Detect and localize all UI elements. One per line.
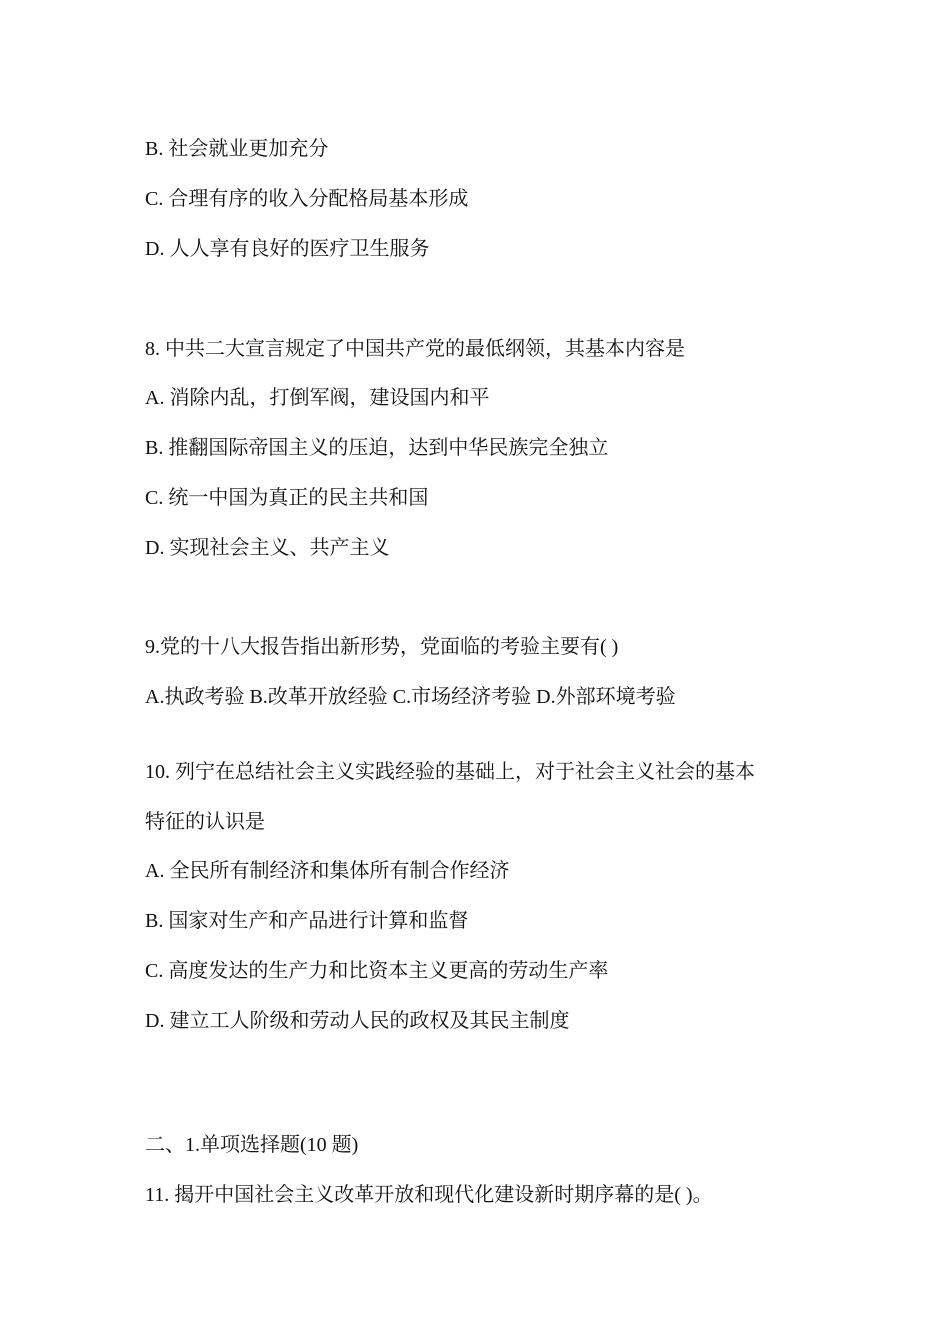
q10-option-b: B. 国家对生产和产品进行计算和监督 bbox=[145, 910, 469, 932]
q8-option-d: D. 实现社会主义、共产主义 bbox=[145, 537, 390, 559]
q10-question-line1: 10. 列宁在总结社会主义实践经验的基础上，对于社会主义社会的基本 bbox=[145, 761, 755, 783]
q9-options: A.执政考验 B.改革开放经验 C.市场经济考验 D.外部环境考验 bbox=[145, 686, 676, 708]
q9-question: 9.党的十八大报告指出新形势，党面临的考验主要有( ) bbox=[145, 636, 619, 658]
q10-option-a: A. 全民所有制经济和集体所有制合作经济 bbox=[145, 860, 510, 882]
q7-option-b: B. 社会就业更加充分 bbox=[145, 138, 329, 160]
q10-question-line2: 特征的认识是 bbox=[145, 811, 265, 833]
q8-question: 8. 中共二大宣言规定了中国共产党的最低纲领，其基本内容是 bbox=[145, 338, 685, 360]
q8-option-a: A. 消除内乱，打倒军阀，建设国内和平 bbox=[145, 387, 490, 409]
q11-question: 11. 揭开中国社会主义改革开放和现代化建设新时期序幕的是( )。 bbox=[145, 1184, 713, 1206]
q8-option-c: C. 统一中国为真正的民主共和国 bbox=[145, 487, 429, 509]
q8-option-b: B. 推翻国际帝国主义的压迫，达到中华民族完全独立 bbox=[145, 437, 609, 459]
q7-option-c: C. 合理有序的收入分配格局基本形成 bbox=[145, 188, 469, 210]
section-heading: 二、1.单项选择题(10 题) bbox=[145, 1134, 359, 1156]
q10-option-d: D. 建立工人阶级和劳动人民的政权及其民主制度 bbox=[145, 1010, 570, 1032]
q7-option-d: D. 人人享有良好的医疗卫生服务 bbox=[145, 238, 430, 260]
q10-option-c: C. 高度发达的生产力和比资本主义更高的劳动生产率 bbox=[145, 960, 609, 982]
